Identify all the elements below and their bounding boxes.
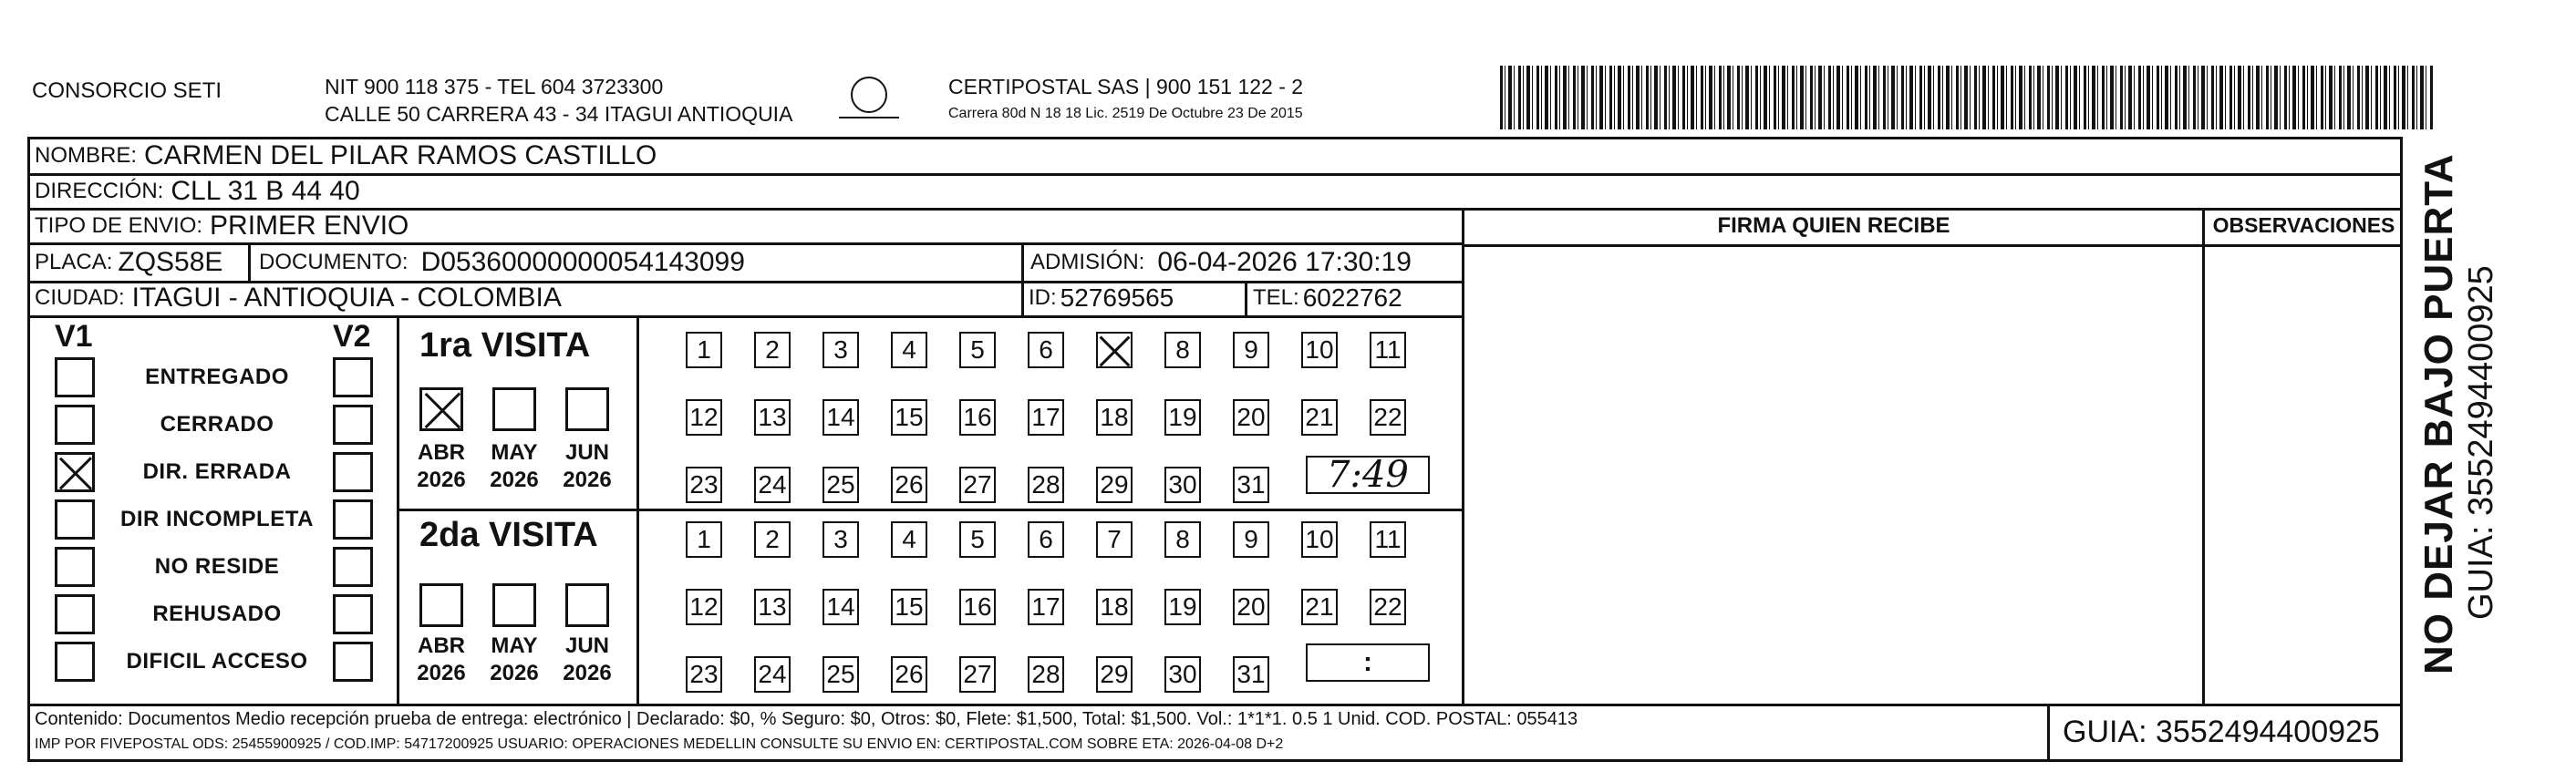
first-month-checkbox[interactable] bbox=[565, 387, 609, 431]
first-day-6[interactable]: 6 bbox=[1028, 332, 1064, 368]
v1-checkbox[interactable] bbox=[55, 405, 95, 445]
first-day-30[interactable]: 30 bbox=[1164, 467, 1201, 503]
first-day-28[interactable]: 28 bbox=[1028, 467, 1064, 503]
second-month-label bbox=[409, 633, 473, 687]
tel-cell bbox=[1253, 283, 1402, 314]
v2-checkbox[interactable] bbox=[333, 642, 373, 682]
month-name: JUN bbox=[564, 633, 609, 658]
month-name: MAY bbox=[491, 440, 538, 465]
first-day-24[interactable]: 24 bbox=[754, 467, 791, 503]
certipostal-logo-caption bbox=[839, 117, 899, 124]
first-day-15[interactable]: 15 bbox=[891, 399, 927, 436]
first-day-3[interactable]: 3 bbox=[822, 332, 859, 368]
v2-checkbox[interactable] bbox=[333, 499, 373, 540]
company-name: CONSORCIO SETI bbox=[32, 78, 222, 103]
v1-checkbox[interactable] bbox=[55, 594, 95, 634]
first-day-16[interactable]: 16 bbox=[959, 399, 996, 436]
second-month-checkbox[interactable] bbox=[492, 583, 536, 627]
second-day-3[interactable]: 3 bbox=[822, 521, 859, 558]
certipostal-logo-icon bbox=[851, 77, 887, 113]
status-label: DIR INCOMPLETA bbox=[120, 507, 314, 531]
documento-value: D05360000000054143099 bbox=[420, 247, 745, 277]
nombre-label: NOMBRE: bbox=[35, 143, 138, 168]
documento-label: DOCUMENTO: bbox=[259, 250, 409, 274]
second-month-label bbox=[482, 633, 546, 687]
status-label: ENTREGADO bbox=[145, 365, 289, 389]
second-day-17[interactable]: 17 bbox=[1028, 589, 1064, 625]
first-day-27[interactable]: 27 bbox=[959, 467, 996, 503]
month-name: ABR bbox=[418, 440, 465, 465]
month-year: 2026 bbox=[563, 468, 612, 492]
firma-area[interactable] bbox=[1464, 247, 2201, 703]
second-day-13[interactable]: 13 bbox=[754, 589, 791, 625]
first-month-checkbox[interactable] bbox=[419, 387, 463, 431]
second-day-22[interactable]: 22 bbox=[1370, 589, 1406, 625]
first-day-2[interactable]: 2 bbox=[754, 332, 791, 368]
first-day-4[interactable]: 4 bbox=[891, 332, 927, 368]
nit-line: NIT 900 118 375 - TEL 604 3723300 bbox=[325, 75, 664, 98]
first-day-13[interactable]: 13 bbox=[754, 399, 791, 436]
footer-line-1: Contenido: Documentos Medio recepción prueba de entrega: electrónico | Declarado: $0, % Seguro: $0, Otros: $0, Flete: $1,500, Total: $1,500. Vol.: 1*1*1. 0.5 1 Unid. COD. POSTAL: 055413 bbox=[35, 709, 1578, 729]
first-day-19[interactable]: 19 bbox=[1164, 399, 1201, 436]
courier-license: Carrera 80d N 18 18 Lic. 2519 De Octubre 23 De 2015 bbox=[948, 106, 1303, 121]
second-day-8[interactable]: 8 bbox=[1164, 521, 1201, 558]
v1-checkbox[interactable] bbox=[55, 452, 95, 492]
second-day-27[interactable]: 27 bbox=[959, 656, 996, 693]
placa-label: PLACA: bbox=[35, 250, 113, 274]
ciudad-value: ITAGUI - ANTIOQUIA - COLOMBIA bbox=[131, 283, 562, 313]
footer-guia: GUIA: 3552494400925 bbox=[2063, 715, 2380, 749]
observaciones-header: OBSERVACIONES bbox=[2212, 213, 2395, 237]
second-visit-time-value: : bbox=[1363, 647, 1372, 677]
first-day-21[interactable]: 21 bbox=[1301, 399, 1338, 436]
v1-checkbox[interactable] bbox=[55, 642, 95, 682]
first-day-17[interactable]: 17 bbox=[1028, 399, 1064, 436]
second-day-9[interactable]: 9 bbox=[1233, 521, 1269, 558]
month-year: 2026 bbox=[490, 468, 539, 492]
first-visit-title: 1ra VISITA bbox=[419, 326, 591, 365]
first-month-label bbox=[409, 439, 473, 494]
first-day-31[interactable]: 31 bbox=[1233, 467, 1269, 503]
second-day-28[interactable]: 28 bbox=[1028, 656, 1064, 693]
first-day-26[interactable]: 26 bbox=[891, 467, 927, 503]
firma-header: FIRMA QUIEN RECIBE bbox=[1717, 213, 1950, 238]
courier-line: CERTIPOSTAL SAS | 900 151 122 - 2 bbox=[948, 75, 1304, 98]
month-year: 2026 bbox=[563, 661, 612, 685]
second-month-checkbox[interactable] bbox=[565, 583, 609, 627]
second-day-23[interactable]: 23 bbox=[686, 656, 722, 693]
first-day-1[interactable]: 1 bbox=[686, 332, 722, 368]
no-dejar-bajo-puerta: NO DEJAR BAJO PUERTA bbox=[2416, 153, 2461, 674]
ciudad-label: CIUDAD: bbox=[35, 285, 125, 310]
second-day-31[interactable]: 31 bbox=[1233, 656, 1269, 693]
status-label: DIFICIL ACCESO bbox=[126, 649, 308, 674]
v1-header: V1 bbox=[55, 319, 93, 354]
second-day-12[interactable]: 12 bbox=[686, 589, 722, 625]
v1-checkbox[interactable] bbox=[55, 547, 95, 587]
second-day-26[interactable]: 26 bbox=[891, 656, 927, 693]
address-line: CALLE 50 CARRERA 43 - 34 ITAGUI ANTIOQUIA bbox=[325, 102, 793, 126]
status-label: REHUSADO bbox=[152, 602, 282, 626]
admision-value: 06-04-2026 17:30:19 bbox=[1157, 247, 1412, 277]
second-month-label bbox=[555, 633, 619, 687]
direccion-label: DIRECCIÓN: bbox=[35, 179, 164, 203]
v2-header: V2 bbox=[333, 319, 371, 354]
tel-value: 6022762 bbox=[1302, 283, 1402, 312]
first-month-label bbox=[482, 439, 546, 494]
month-name: ABR bbox=[418, 633, 465, 658]
second-day-19[interactable]: 19 bbox=[1164, 589, 1201, 625]
month-year: 2026 bbox=[490, 661, 539, 685]
v2-checkbox[interactable] bbox=[333, 405, 373, 445]
second-day-11[interactable]: 11 bbox=[1370, 521, 1406, 558]
first-day-14[interactable]: 14 bbox=[822, 399, 859, 436]
ciudad-cell bbox=[35, 283, 562, 314]
tipo-value: PRIMER ENVIO bbox=[210, 211, 409, 241]
first-month-checkbox[interactable] bbox=[492, 387, 536, 431]
admision-label: ADMISIÓN: bbox=[1030, 250, 1145, 274]
second-day-25[interactable]: 25 bbox=[822, 656, 859, 693]
status-label: DIR. ERRADA bbox=[142, 459, 292, 484]
status-label: NO RESIDE bbox=[154, 554, 280, 579]
first-month-label bbox=[555, 439, 619, 494]
observaciones-area[interactable] bbox=[2205, 247, 2401, 703]
nombre-value: CARMEN DEL PILAR RAMOS CASTILLO bbox=[144, 140, 657, 170]
admision-cell bbox=[1030, 246, 1412, 279]
month-year: 2026 bbox=[417, 661, 466, 685]
second-day-20[interactable]: 20 bbox=[1233, 589, 1269, 625]
first-visit-time-value: 7:49 bbox=[1327, 454, 1409, 496]
v2-checkbox[interactable] bbox=[333, 357, 373, 397]
id-label: ID: bbox=[1029, 285, 1057, 310]
direccion-value: CLL 31 B 44 40 bbox=[171, 176, 360, 206]
second-day-6[interactable]: 6 bbox=[1028, 521, 1064, 558]
v2-checkbox[interactable] bbox=[333, 547, 373, 587]
first-day-9[interactable]: 9 bbox=[1233, 332, 1269, 368]
second-day-2[interactable]: 2 bbox=[754, 521, 791, 558]
first-visit-time[interactable] bbox=[1306, 456, 1430, 494]
placa-value: ZQS58E bbox=[118, 247, 223, 277]
v1-checkbox[interactable] bbox=[55, 357, 95, 397]
second-day-5[interactable]: 5 bbox=[959, 521, 996, 558]
placa-cell bbox=[35, 246, 222, 279]
second-day-1[interactable]: 1 bbox=[686, 521, 722, 558]
month-name: JUN bbox=[564, 440, 609, 465]
second-month-checkbox[interactable] bbox=[419, 583, 463, 627]
v2-checkbox[interactable] bbox=[333, 594, 373, 634]
first-day-8[interactable]: 8 bbox=[1164, 332, 1201, 368]
second-day-24[interactable]: 24 bbox=[754, 656, 791, 693]
side-warning bbox=[2416, 153, 2501, 674]
v2-checkbox[interactable] bbox=[333, 452, 373, 492]
second-day-29[interactable]: 29 bbox=[1096, 656, 1133, 693]
second-day-14[interactable]: 14 bbox=[822, 589, 859, 625]
second-day-30[interactable]: 30 bbox=[1164, 656, 1201, 693]
documento-cell bbox=[259, 246, 745, 279]
id-value: 52769565 bbox=[1060, 283, 1174, 312]
first-day-11[interactable]: 11 bbox=[1370, 332, 1406, 368]
status-label: CERRADO bbox=[160, 412, 274, 437]
first-day-18[interactable]: 18 bbox=[1096, 399, 1133, 436]
v1-checkbox[interactable] bbox=[55, 499, 95, 540]
barcode bbox=[1500, 66, 2435, 129]
direccion-row bbox=[35, 176, 360, 207]
second-day-21[interactable]: 21 bbox=[1301, 589, 1338, 625]
first-day-20[interactable]: 20 bbox=[1233, 399, 1269, 436]
tipo-row bbox=[35, 211, 409, 242]
first-day-23[interactable]: 23 bbox=[686, 467, 722, 503]
second-day-16[interactable]: 16 bbox=[959, 589, 996, 625]
month-year: 2026 bbox=[417, 468, 466, 492]
footer-line-2: IMP POR FIVEPOSTAL ODS: 25455900925 / COD.IMP: 54717200925 USUARIO: OPERACIONES MEDELLIN CONSULTE SU ENVIO EN: CERTIPOSTAL.COM SOBRE ETA: 2026-04-08 D+2 bbox=[35, 736, 1284, 752]
second-day-15[interactable]: 15 bbox=[891, 589, 927, 625]
first-day-7[interactable] bbox=[1096, 332, 1133, 368]
second-day-18[interactable]: 18 bbox=[1096, 589, 1133, 625]
nombre-row bbox=[35, 139, 657, 172]
first-day-25[interactable]: 25 bbox=[822, 467, 859, 503]
first-day-10[interactable]: 10 bbox=[1301, 332, 1338, 368]
first-day-29[interactable]: 29 bbox=[1096, 467, 1133, 503]
first-day-22[interactable]: 22 bbox=[1370, 399, 1406, 436]
first-day-12[interactable]: 12 bbox=[686, 399, 722, 436]
id-cell bbox=[1029, 283, 1174, 314]
second-day-7[interactable]: 7 bbox=[1096, 521, 1133, 558]
first-day-5[interactable]: 5 bbox=[959, 332, 996, 368]
second-visit-title: 2da VISITA bbox=[419, 516, 598, 554]
month-name: MAY bbox=[491, 633, 538, 658]
second-day-4[interactable]: 4 bbox=[891, 521, 927, 558]
tel-label: TEL: bbox=[1253, 285, 1299, 310]
second-visit-time[interactable] bbox=[1306, 643, 1430, 682]
side-guia: GUIA: 3552494400925 bbox=[2462, 265, 2500, 620]
tipo-label: TIPO DE ENVIO: bbox=[35, 213, 203, 238]
second-day-10[interactable]: 10 bbox=[1301, 521, 1338, 558]
